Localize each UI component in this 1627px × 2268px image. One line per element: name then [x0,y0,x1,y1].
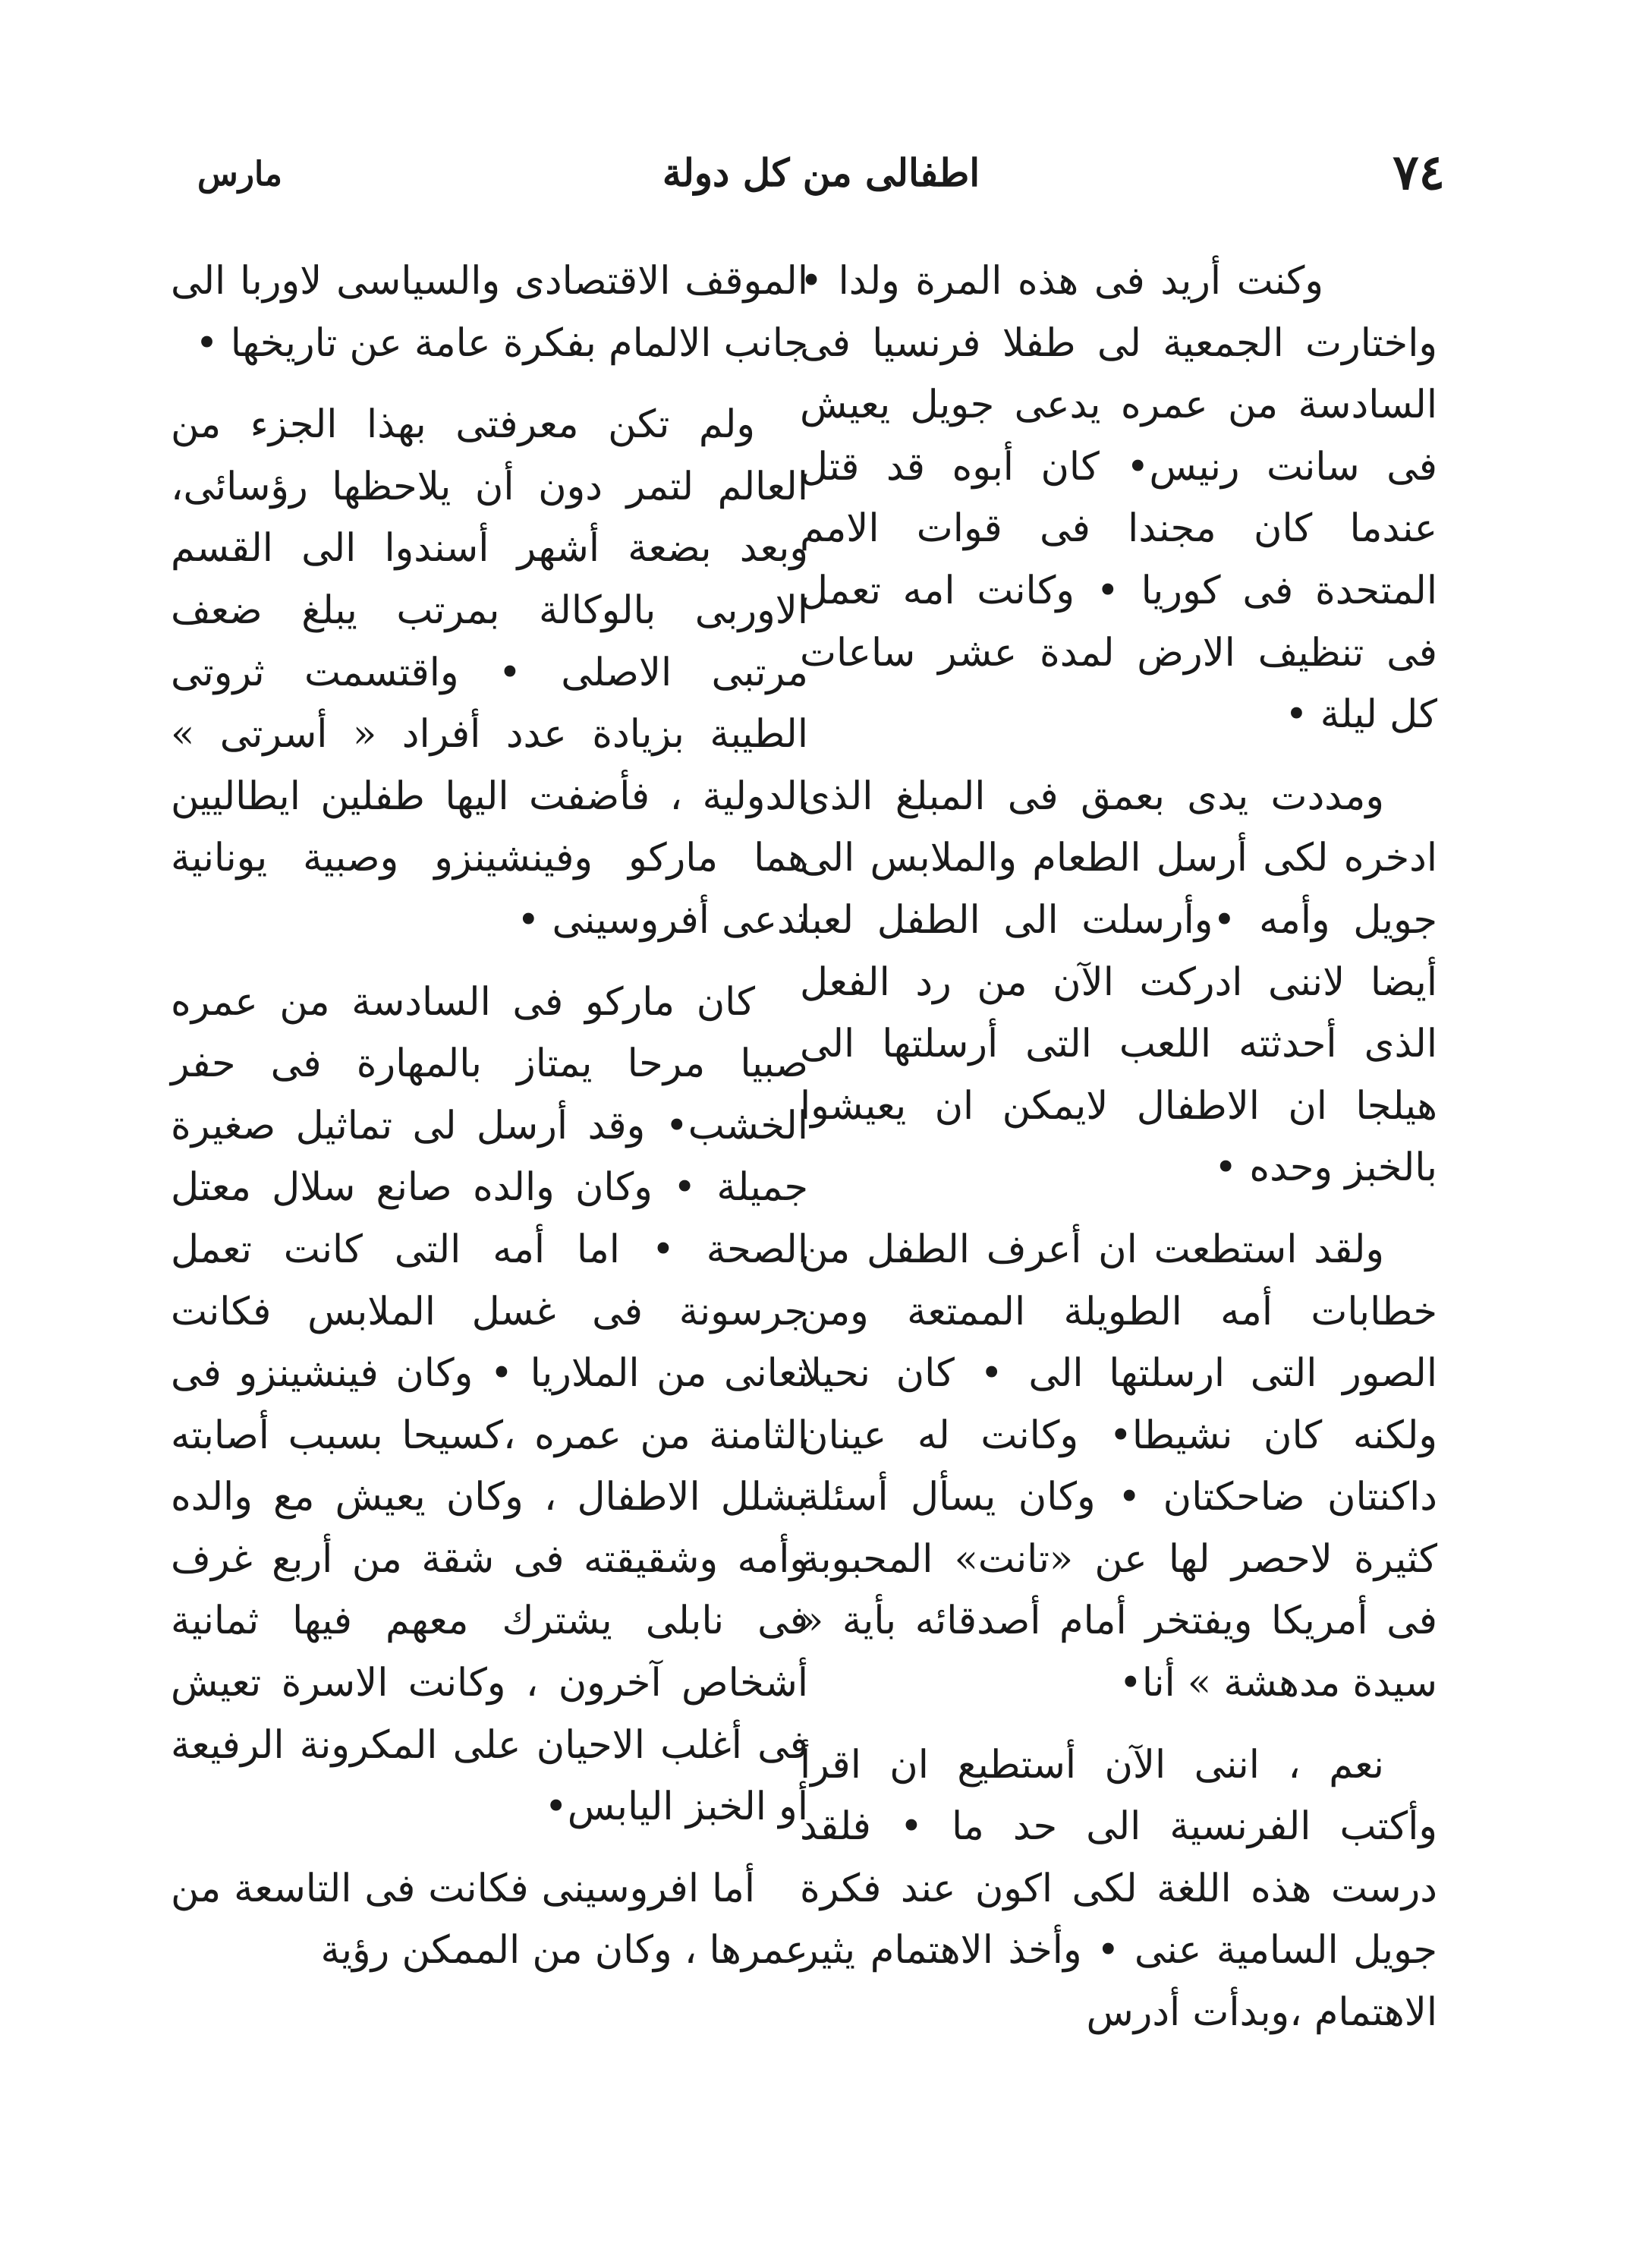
page-header [197,144,1445,213]
paragraph: الموقف الاقتصادى والسياسى لاوربا الى جانب الالمام بفكرة عامة عن تاريخها • [171,259,808,366]
paragraph: ولقد استطعت ان أعرف الطفل من خطابات أمه الطويلة الممتعة ومن الصور التى ارسلتها الى • كان نحيلا ولكنه كان نشيطا• وكانت له عينان داكنتان ضاحكتان • وكان يسأل أسئلة كثيرة لاحصر لها عن «تانت» المحبوبة فى أمريكا ويفتخر أمام أصدقائه بأية « سيدة مدهشة » أنا• [800,1227,1437,1706]
paragraph: ومددت يدى بعمق فى المبلغ الذى ادخره لكى أرسل الطعام والملابس الى جويل وأمه •وأرسلت الى الطفل لعبا أيضا لاننى ادركت الآن من رد الفعل الذى أحدثته اللعب التى أرسلتها الى هيلجا ان الاطفال لايمكن ان يعيشوا بالخبز وحده • [800,773,1437,1191]
paragraph: كان ماركو فى السادسة من عمره صبيا مرحا يمتاز بالمهارة فى حفر الخشب• وقد أرسل لى تماثيل صغيرة جميلة • وكان والده صانع سلال معتل الصحة • اما أمه التى كانت تعمل جرسونة فى غسل الملابس فكانت تعانى من الملاريا • وكان فينشينزو فى الثامنة من عمره ،كسيحا بسبب أصابته بشلل الاطفال ، وكان يعيش مع والده وأمه وشقيقته فى شقة من أربع غرف فى نابلى يشترك معهم فيها ثمانية أشخاص آخرون ، وكانت الاسرة تعيش فى أغلب الاحيان على المكرونة الرفيعة أو الخبز اليابس• [171,979,808,1830]
paragraph: نعم ، اننى الآن أستطيع ان اقرأ وأكتب الفرنسية الى حد ما • فلقد درست هذه اللغة لكى اكون عند فكرة جويل السامية عنى • وأخذ الاهتمام يثير الاهتمام ،وبدأت أدرس [800,1742,1437,2036]
paragraph: أما افروسينى فكانت فى التاسعة من عمرها ، وكان من الممكن رؤية [171,1866,808,1973]
month-label: مارس [197,155,282,194]
page-number: ٧٤ [1393,144,1445,201]
running-title: اطفالى من كل دولة [662,150,980,195]
left-text-column [171,250,808,2002]
paragraph: ولم تكن معرفتى بهذا الجزء من العالم لتمر دون أن يلاحظها رؤسائى، وبعد بضعة أشهر أسندوا الى القسم الاوربى بالوكالة بمرتب يبلغ ضعف مرتبى الاصلى • واقتسمت ثروتى الطيبة بزيادة عدد أفراد « أسرتى » الدولية ، فأضفت اليها طفلين ايطاليين هما ماركو وفينشينزو وصبية يونانية تدعى أفروسينى • [171,402,808,943]
right-text-column [800,250,1437,2064]
paragraph: وكنت أريد فى هذه المرة ولدا • واختارت الجمعية لى طفلا فرنسيا فى السادسة من عمره يدعى جويل يعيش فى سانت رنيس• كان أبوه قد قتل عندما كان مجندا فى قوات الامم المتحدة فى كوريا • وكانت امه تعمل فى تنظيف الارض لمدة عشر ساعات كل ليلة • [800,259,1437,738]
